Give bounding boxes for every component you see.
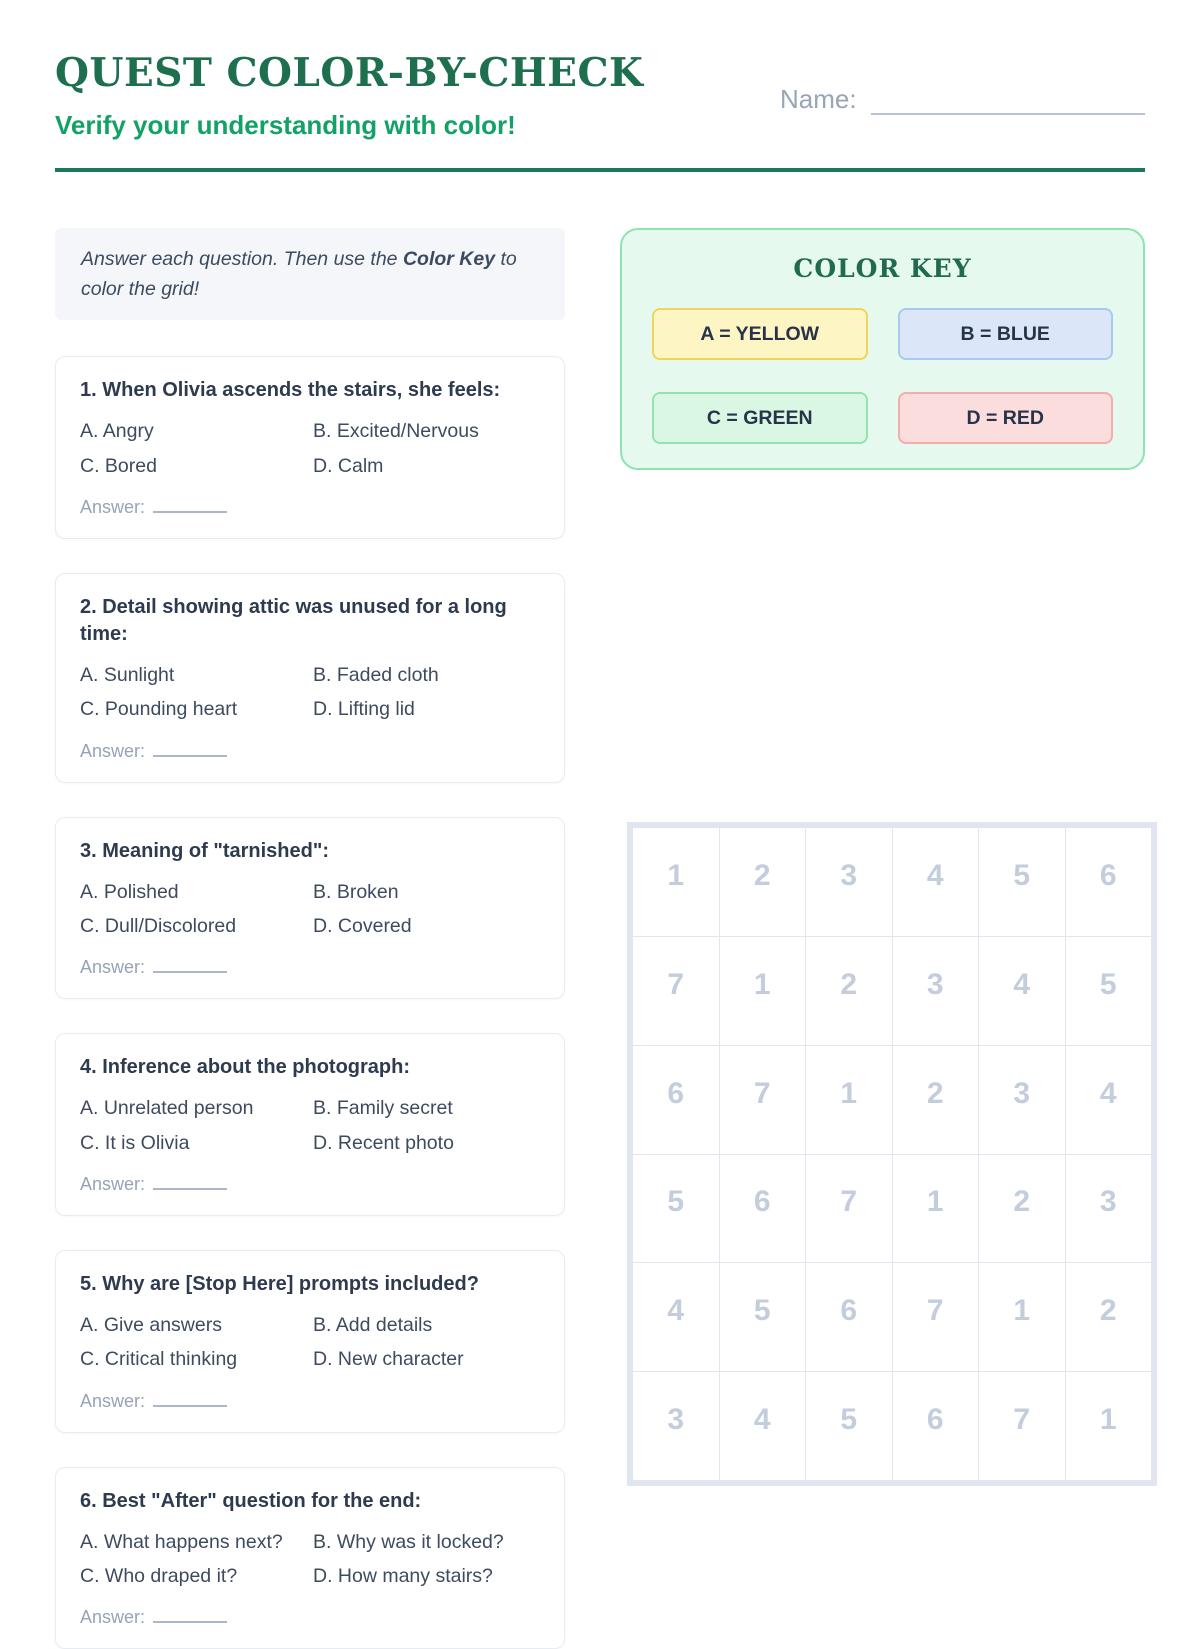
grid-cell[interactable]: 1 xyxy=(806,1046,892,1154)
color-key-swatches xyxy=(652,308,1113,444)
answer-row xyxy=(80,955,540,978)
option-d: D. Recent photo xyxy=(313,1131,454,1154)
question-options xyxy=(80,879,540,940)
answer-row xyxy=(80,739,540,762)
question-title: 4. Inference about the photograph: xyxy=(80,1056,411,1079)
swatch-b-blue: B = BLUE xyxy=(898,308,1114,360)
question-card-6 xyxy=(55,1467,565,1649)
grid-cell[interactable]: 3 xyxy=(979,1046,1065,1154)
color-key-title: COLOR KEY xyxy=(793,254,972,283)
name-blank-line[interactable] xyxy=(871,89,1145,115)
answer-blank[interactable] xyxy=(153,1389,227,1407)
option-b: B. Add details xyxy=(313,1313,433,1336)
answer-blank[interactable] xyxy=(153,739,227,757)
grid-cell[interactable]: 7 xyxy=(893,1263,979,1371)
answer-label: Answer: xyxy=(80,497,146,518)
swatch-a-yellow: A = YELLOW xyxy=(652,308,868,360)
grid-cell[interactable]: 5 xyxy=(633,1155,719,1263)
grid-cell[interactable]: 7 xyxy=(633,937,719,1045)
instructions-bold: Color Key xyxy=(402,248,496,270)
grid-cell[interactable]: 5 xyxy=(1066,937,1152,1045)
grid-cell[interactable]: 1 xyxy=(893,1155,979,1263)
grid-cell[interactable]: 4 xyxy=(633,1263,719,1371)
option-c: C. Who draped it? xyxy=(80,1564,238,1587)
swatch-c-green: C = GREEN xyxy=(652,392,868,444)
grid-cell[interactable]: 1 xyxy=(720,937,806,1045)
grid-cell[interactable]: 4 xyxy=(893,828,979,936)
grid-cell[interactable]: 4 xyxy=(1066,1046,1152,1154)
grid-cell[interactable]: 3 xyxy=(1066,1155,1152,1263)
option-a: A. Unrelated person xyxy=(80,1097,254,1120)
answer-blank[interactable] xyxy=(153,955,227,973)
answer-blank[interactable] xyxy=(153,1172,227,1190)
grid-cell[interactable]: 6 xyxy=(720,1155,806,1263)
option-d: D. New character xyxy=(313,1348,464,1371)
option-d: D. How many stairs? xyxy=(313,1564,493,1587)
grid-cell[interactable]: 5 xyxy=(979,828,1065,936)
option-b: B. Family secret xyxy=(313,1097,453,1120)
name-row xyxy=(780,84,1145,115)
instructions-box xyxy=(55,228,565,320)
option-c: C. Critical thinking xyxy=(80,1348,238,1371)
header-divider xyxy=(55,168,1145,172)
grid-cell[interactable]: 6 xyxy=(633,1046,719,1154)
grid-cell[interactable]: 3 xyxy=(633,1372,719,1480)
page-title: QUEST COLOR-BY-CHECK xyxy=(55,50,644,96)
grid-cell[interactable]: 2 xyxy=(893,1046,979,1154)
grid-cell[interactable]: 7 xyxy=(979,1372,1065,1480)
grid-cell[interactable]: 4 xyxy=(979,937,1065,1045)
question-title: 3. Meaning of "tarnished": xyxy=(80,839,329,862)
page-subtitle: Verify your understanding with color! xyxy=(55,110,516,140)
questions-column xyxy=(55,228,565,1649)
question-options xyxy=(80,1529,540,1590)
grid-cell[interactable]: 1 xyxy=(633,828,719,936)
grid-cell[interactable]: 2 xyxy=(720,828,806,936)
color-grid xyxy=(627,822,1157,1486)
option-a: A. Polished xyxy=(80,880,179,903)
answer-label: Answer: xyxy=(80,1173,146,1194)
question-options xyxy=(80,1312,540,1373)
answer-label: Answer: xyxy=(80,740,146,761)
option-c: C. Pounding heart xyxy=(80,698,238,721)
grid-cell[interactable]: 5 xyxy=(806,1372,892,1480)
grid-cell[interactable]: 2 xyxy=(1066,1263,1152,1371)
grid-cell[interactable]: 1 xyxy=(979,1263,1065,1371)
answer-row xyxy=(80,1605,540,1628)
option-c: C. Dull/Discolored xyxy=(80,915,237,937)
grid-cell[interactable]: 6 xyxy=(1066,828,1152,936)
option-d: D. Covered xyxy=(313,915,412,937)
grid-cell[interactable]: 7 xyxy=(720,1046,806,1154)
grid-cell[interactable]: 3 xyxy=(806,828,892,936)
question-card-2 xyxy=(55,573,565,783)
grid-cell[interactable]: 4 xyxy=(720,1372,806,1480)
answer-label: Answer: xyxy=(80,1607,146,1628)
question-list xyxy=(55,356,565,1649)
question-card-1 xyxy=(55,356,565,539)
question-card-3 xyxy=(55,817,565,1000)
question-card-5 xyxy=(55,1250,565,1433)
answer-label: Answer: xyxy=(80,957,146,978)
grid-cell[interactable]: 6 xyxy=(893,1372,979,1480)
grid-cell[interactable]: 1 xyxy=(1066,1372,1152,1480)
option-b: B. Faded cloth xyxy=(313,664,439,687)
grid-cell[interactable]: 2 xyxy=(979,1155,1065,1263)
option-a: A. What happens next? xyxy=(80,1530,283,1553)
option-d: D. Lifting lid xyxy=(313,698,415,721)
option-b: B. Broken xyxy=(313,880,399,903)
option-d: D. Calm xyxy=(313,454,384,477)
answer-row xyxy=(80,1172,540,1195)
question-title: 2. Detail showing attic was unused for a long time: xyxy=(80,596,507,646)
question-title: 5. Why are [Stop Here] prompts included? xyxy=(80,1272,479,1295)
option-a: A. Give answers xyxy=(80,1313,222,1336)
swatch-d-red: D = RED xyxy=(898,392,1114,444)
option-c: C. It is Olivia xyxy=(80,1131,190,1154)
answer-row xyxy=(80,1389,540,1412)
question-title: 1. When Olivia ascends the stairs, she feels: xyxy=(80,379,501,402)
grid-cell[interactable]: 5 xyxy=(720,1263,806,1371)
option-c: C. Bored xyxy=(80,454,157,477)
question-options xyxy=(80,662,540,723)
color-key-panel xyxy=(620,228,1145,470)
question-title: 6. Best "After" question for the end: xyxy=(80,1489,422,1512)
option-a: A. Sunlight xyxy=(80,664,175,687)
instructions-text: Answer each question. Then use the xyxy=(81,248,403,270)
question-options xyxy=(80,418,540,479)
name-label: Name: xyxy=(780,84,857,114)
answer-row xyxy=(80,495,540,518)
answer-label: Answer: xyxy=(80,1390,146,1411)
answer-blank[interactable] xyxy=(153,495,227,513)
option-b: B. Why was it locked? xyxy=(313,1530,504,1553)
question-options xyxy=(80,1095,540,1156)
option-a: A. Angry xyxy=(80,420,154,443)
option-b: B. Excited/Nervous xyxy=(313,420,479,443)
question-card-4 xyxy=(55,1033,565,1216)
grid-cell[interactable]: 3 xyxy=(893,937,979,1045)
instructions-suffix: to color the grid! xyxy=(81,248,517,301)
grid-cell[interactable]: 2 xyxy=(806,937,892,1045)
answer-blank[interactable] xyxy=(153,1605,227,1623)
grid-cell[interactable]: 6 xyxy=(806,1263,892,1371)
grid-cell[interactable]: 7 xyxy=(806,1155,892,1263)
